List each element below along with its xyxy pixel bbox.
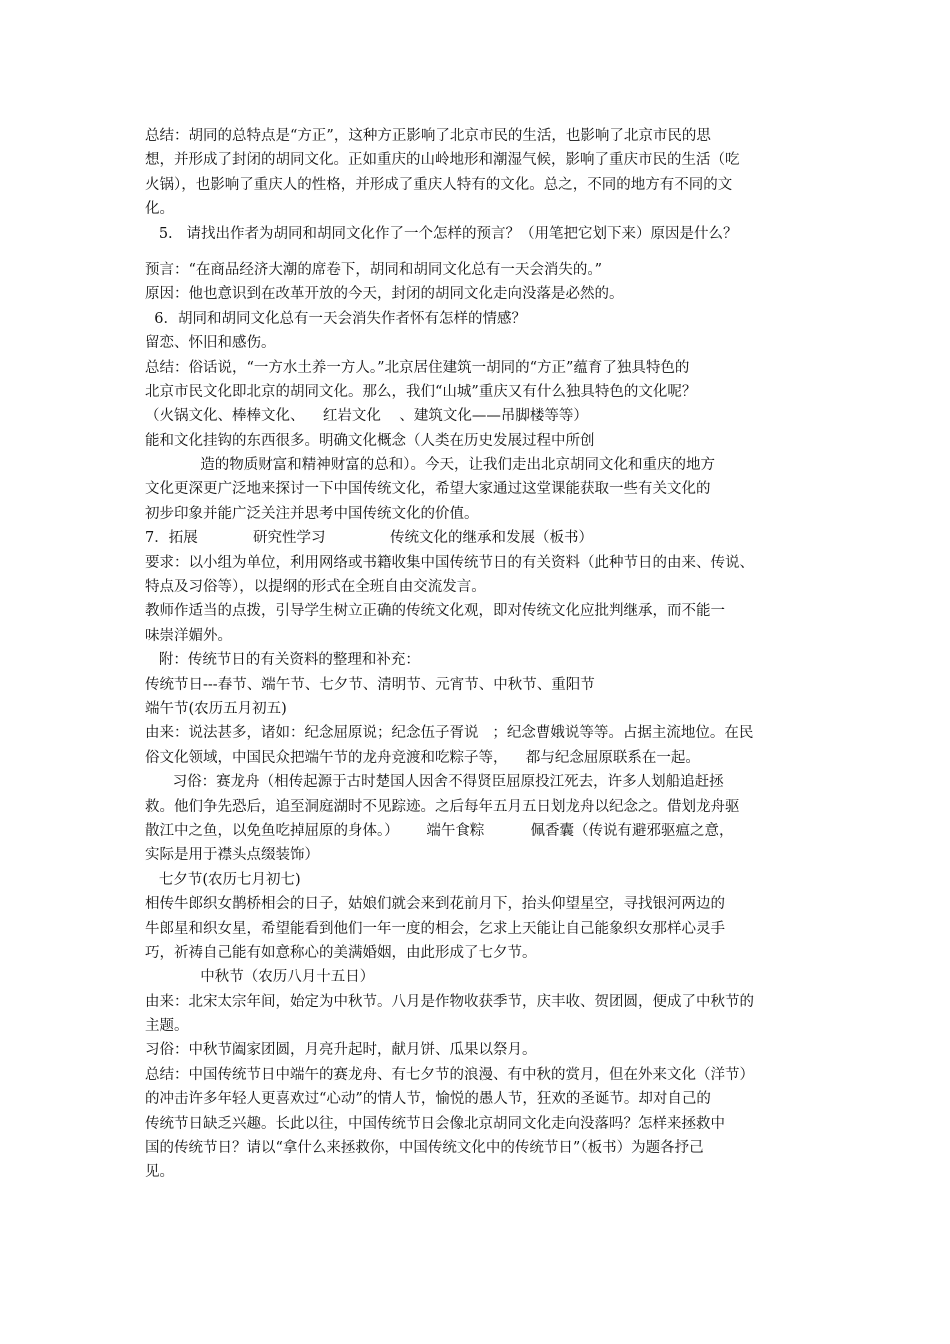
- text-line: 想，并形成了封闭的胡同文化。正如重庆的山岭地形和潮湿气候，影响了重庆市民的生活（吃: [145, 152, 740, 169]
- text-line: 初步印象并能广泛关注并思考中国传统文化的价值。: [145, 505, 479, 522]
- text-line: 特点及习俗等），以提纲的形式在全班自由交流发言。: [145, 579, 486, 596]
- text-line: 传统节日缺乏兴趣。长此以往，中国传统节日会像北京胡同文化走向没落吗？怎样来拯救中: [145, 1115, 725, 1132]
- text-line: 习俗：赛龙舟（相传起源于古时楚国人因舍不得贤臣屈原投江死去，许多人划船追赶拯: [145, 774, 724, 791]
- text-line: 传统节日---春节、端午节、七夕节、清明节、元宵节、中秋节、重阳节: [145, 676, 595, 693]
- text-line: 总结：俗话说，“一方水土养一方人。”北京居住建筑一胡同的“方正”蕴育了独具特色的: [145, 359, 690, 376]
- section-7-heading: 7．拓展 研究性学习 传统文化的继承和发展（板书）: [145, 530, 594, 547]
- text-line: 的冲击许多年轻人更喜欢过“心动”的情人节，愉悦的愚人节，狂欢的圣诞节。却对自己的: [145, 1091, 711, 1108]
- text-line: 能和文化挂钩的东西很多。明确文化概念（人类在历史发展过程中所创: [145, 432, 595, 449]
- question-5: 5. 请找出作者为胡同和胡同文化作了一个怎样的预言？（用笔把它划下来）原因是什么？: [145, 225, 738, 242]
- text-line: 俗文化领域，中国民众把端午节的龙舟竞渡和吃粽子等， 都与纪念屈原联系在一起。: [145, 749, 700, 766]
- text-line: 国的传统节日？请以“拿什么来拯救你，中国传统文化中的传统节日”（板书）为题各抒己: [145, 1140, 704, 1157]
- question-6: 6．胡同和胡同文化总有一天会消失作者怀有怎样的情感？: [145, 310, 526, 327]
- text-line: 造的物质财富和精神财富的总和）。今天，让我们走出北京胡同文化和重庆的地方: [145, 457, 716, 474]
- text-line: 巧，祈祷自己能有如意称心的美满婚姻，由此形成了七夕节。: [145, 944, 537, 961]
- appendix-heading: 附：传统节日的有关资料的整理和补充：: [145, 652, 420, 669]
- text-line: 由来：说法甚多，诸如：纪念屈原说；纪念伍子胥说 ；纪念曹娥说等等。占据主流地位。在民: [145, 725, 754, 742]
- text-line: 主题。: [145, 1018, 189, 1035]
- text-line: 文化更深更广泛地来探讨一下中国传统文化，希望大家通过这堂课能获取一些有关文化的: [145, 481, 711, 498]
- text-line: 总结：中国传统节日中端午的赛龙舟、有七夕节的浪漫、有中秋的赏月，但在外来文化（洋节）: [145, 1066, 754, 1083]
- text-line: 教师作适当的点拨，引导学生树立正确的传统文化观，即对传统文化应批判继承，而不能一: [145, 603, 725, 620]
- text-line: 散江中之鱼，以免鱼吃掉屈原的身体。） 端午食粽 佩香囊（传说有避邪驱瘟之意，: [145, 822, 734, 839]
- text-line: 牛郎星和织女星，希望能看到他们一年一度的相会，乞求上天能让自己能象织女那样心灵手: [145, 920, 725, 937]
- text-line: 要求：以小组为单位，利用网络或书籍收集中国传统节日的有关资料（此种节日的由来、传说、: [145, 554, 754, 571]
- text-line: （火锅文化、棒棒文化、 红岩文化 、建筑文化——吊脚楼等等）: [145, 408, 588, 425]
- text-line: 味崇洋媚外。: [145, 627, 232, 644]
- text-line: 相传牛郎织女鹊桥相会的日子，姑娘们就会来到花前月下，抬头仰望星空，寻找银河两边的: [145, 896, 725, 913]
- text-line: 见。: [145, 1164, 174, 1181]
- text-line: 由来：北宋太宗年间，始定为中秋节。八月是作物收获季节，庆丰收、贺团圆，便成了中秋节的: [145, 993, 754, 1010]
- text-line: 预言：“在商品经济大潮的席卷下，胡同和胡同文化总有一天会消失的。”: [145, 261, 603, 278]
- text-line: 北京市民文化即北京的胡同文化。那么，我们“山城”重庆又有什么独具特色的文化呢？: [145, 383, 697, 400]
- festival-heading-duanwu: 端午节(农历五月初五): [145, 700, 287, 717]
- festival-heading-qixi: 七夕节(农历七月初七): [145, 871, 301, 888]
- text-line: 总结：胡同的总特点是“方正”，这种方正影响了北京市民的生活，也影响了北京市民的思: [145, 128, 711, 144]
- text-line: 习俗：中秋节阖家团圆，月亮升起时，献月饼、瓜果以祭月。: [145, 1042, 537, 1059]
- text-line: 火锅），也影响了重庆人的性格，并形成了重庆人特有的文化。总之，不同的地方有不同的文: [145, 176, 733, 193]
- text-line: 留恋、怀旧和感伤。: [145, 335, 276, 352]
- text-line: 原因：他也意识到在改革开放的今天，封闭的胡同文化走向没落是必然的。: [145, 286, 624, 303]
- text-line: 救。他们争先恐后，追至洞庭湖时不见踪迹。之后每年五月五日划龙舟以纪念之。借划龙舟驱: [145, 798, 740, 815]
- document-body: [145, 124, 810, 1185]
- spacer: [145, 246, 810, 258]
- text-line: 化。: [145, 201, 174, 218]
- festival-heading-zhongqiu: 中秋节（农历八月十五日）: [145, 969, 375, 986]
- text-line: 实际是用于襟头点缀装饰）: [145, 847, 319, 864]
